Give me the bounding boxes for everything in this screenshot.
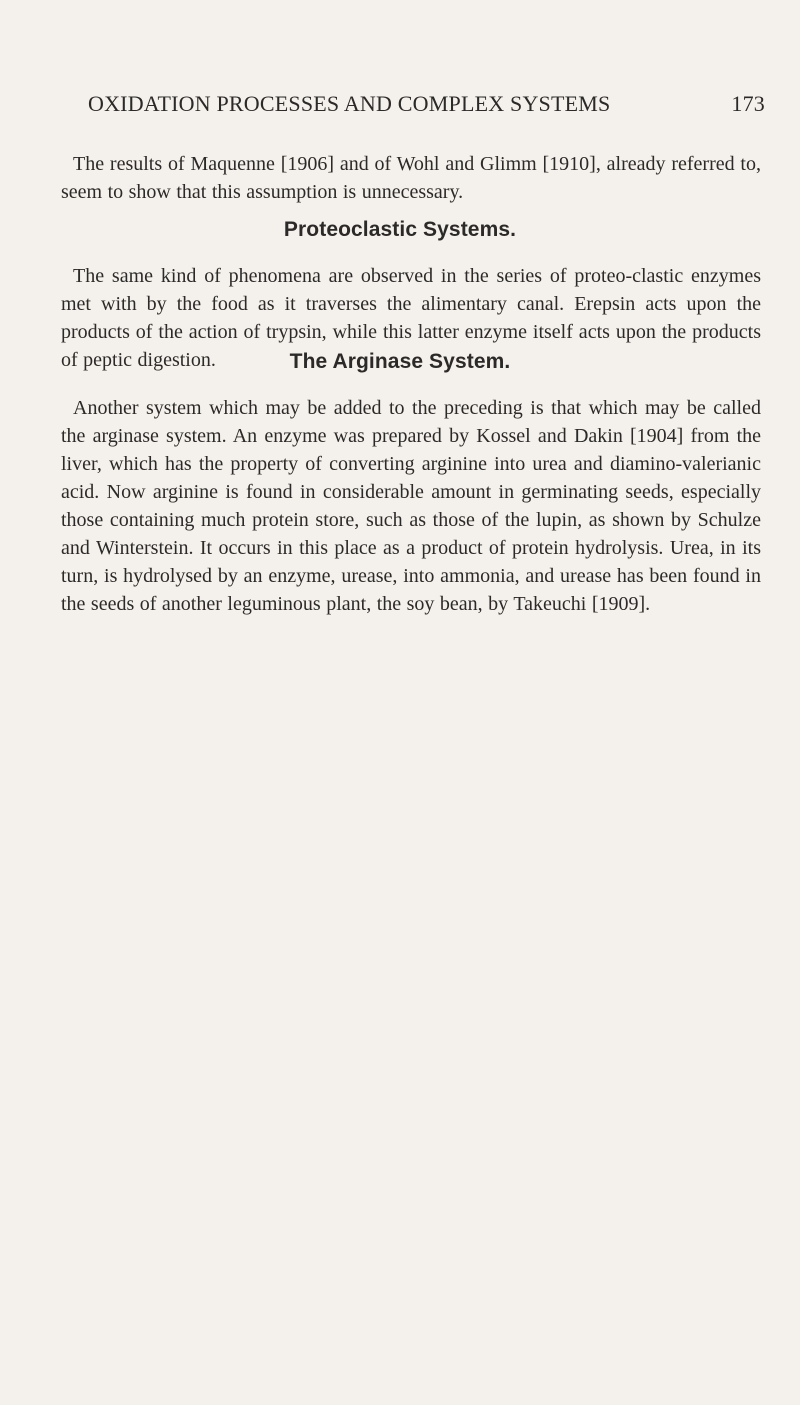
proteoclastic-paragraph: The same kind of phenomena are observed in the series of proteo-clastic enzymes met with by the food as it traverses the alimentary canal. Erepsin acts upon the products of the action of trypsin, while this latter enzyme itself acts upon the products of peptic digestion. [61, 265, 761, 371]
intro-paragraph-block [61, 150, 761, 206]
running-title: OXIDATION PROCESSES AND COMPLEX SYSTEMS [88, 91, 611, 116]
section-heading-arginase-system: The Arginase System. [289, 350, 511, 373]
arginase-paragraph: Another system which may be added to the preceding is that which may be called the arginase system. An enzyme was prepared by Kossel and Dakin [1904] from the liver, which has the property of converting arginine into urea and diamino-valerianic acid. Now arginine is found in considerable amount in germinating seeds, especially those containing much protein store, such as those of the lupin, as shown by Schulze and Winterstein. It occurs in this place as a product of protein hydrolysis. Urea, in its turn, is hydrolysed by an enzyme, urease, into ammonia, and urease has been found in the seeds of another leguminous plant, the soy bean, by Takeuchi [1909]. [61, 397, 761, 615]
page-number: 173 [731, 91, 765, 116]
intro-paragraph: The results of Maquenne [1906] and of Wohl and Glimm [1910], already referred to, seem to show that this assumption is unnecessary. [61, 153, 761, 203]
running-header [88, 91, 778, 121]
arginase-paragraph-block [61, 394, 761, 618]
section-heading-proteoclastic-systems: Proteoclastic Systems. [283, 218, 517, 241]
